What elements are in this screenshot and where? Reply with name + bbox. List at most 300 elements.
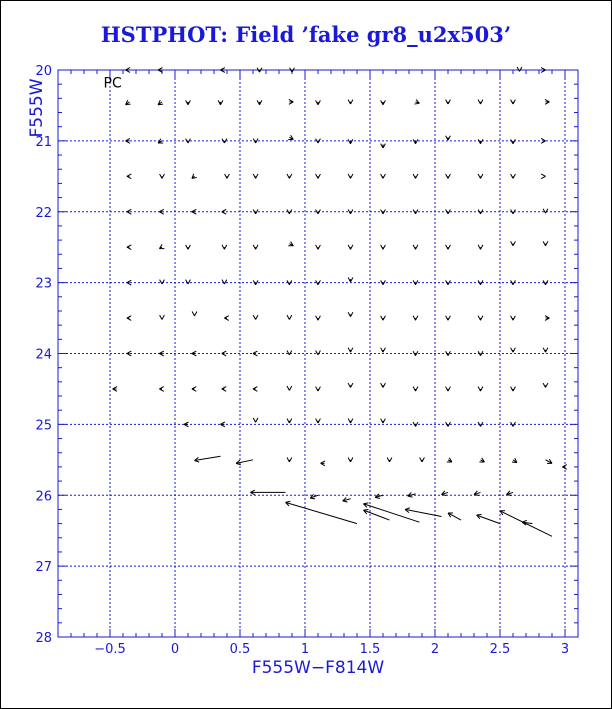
vector bbox=[478, 139, 483, 143]
vector-head bbox=[478, 245, 480, 249]
x-tick-label: 1 bbox=[300, 642, 310, 657]
x-tick-label: 0.5 bbox=[229, 642, 251, 657]
vector bbox=[511, 280, 516, 284]
vector-head bbox=[351, 383, 353, 387]
vector-head bbox=[253, 245, 255, 249]
vector bbox=[478, 209, 483, 213]
vector bbox=[364, 503, 420, 522]
vector bbox=[316, 419, 321, 423]
vector bbox=[348, 312, 353, 316]
vector bbox=[405, 508, 441, 517]
vector bbox=[478, 422, 483, 426]
vector bbox=[222, 387, 226, 392]
vector-head bbox=[413, 245, 415, 249]
vector bbox=[236, 460, 253, 465]
vector-head bbox=[511, 316, 513, 320]
vector bbox=[546, 459, 553, 463]
vector-head bbox=[348, 383, 350, 387]
vector-head bbox=[413, 174, 415, 178]
vector-head bbox=[351, 100, 353, 104]
vector bbox=[287, 209, 292, 213]
vector bbox=[348, 383, 353, 387]
vector-head bbox=[511, 387, 513, 391]
vector bbox=[446, 136, 451, 140]
y-tick-label: 21 bbox=[35, 134, 52, 150]
vector bbox=[381, 348, 386, 352]
vector-head bbox=[289, 386, 291, 390]
vector bbox=[446, 100, 451, 104]
vector bbox=[218, 100, 223, 104]
vector-head bbox=[316, 351, 318, 355]
vector bbox=[287, 351, 292, 355]
vector bbox=[127, 174, 131, 179]
x-axis-label: F555W−F814W bbox=[251, 658, 385, 678]
vector-field bbox=[113, 67, 567, 536]
vector-head bbox=[513, 100, 515, 104]
vector-head bbox=[448, 174, 450, 178]
vector-head bbox=[390, 458, 392, 462]
vector-head bbox=[162, 174, 164, 178]
vector-head bbox=[188, 280, 190, 284]
y-axis-label: F555W bbox=[27, 78, 47, 138]
vector-head bbox=[543, 241, 545, 245]
vector-head bbox=[256, 315, 258, 319]
vector bbox=[222, 245, 227, 249]
vector-head bbox=[381, 419, 383, 423]
vector-head bbox=[383, 419, 385, 423]
vector bbox=[287, 174, 292, 178]
vector bbox=[348, 348, 353, 352]
vector bbox=[541, 174, 545, 179]
vector-shaft bbox=[500, 511, 552, 537]
vector bbox=[221, 68, 225, 73]
vector bbox=[159, 387, 163, 392]
vector bbox=[375, 494, 383, 499]
vector bbox=[253, 174, 258, 178]
vector bbox=[348, 100, 353, 104]
vector-shaft bbox=[195, 456, 221, 460]
vector bbox=[316, 351, 321, 355]
vector bbox=[477, 514, 500, 523]
vector-head bbox=[448, 387, 450, 391]
vector-head bbox=[446, 100, 448, 104]
vector-head bbox=[348, 458, 350, 462]
vector-head bbox=[158, 104, 163, 105]
vector bbox=[348, 174, 353, 178]
vector-head bbox=[478, 100, 480, 104]
vector bbox=[126, 68, 130, 73]
vector-head bbox=[287, 458, 289, 462]
vector-head bbox=[160, 174, 162, 178]
vector bbox=[543, 280, 548, 284]
vector bbox=[446, 174, 451, 178]
vector-head bbox=[511, 174, 513, 178]
vector-head bbox=[481, 245, 483, 249]
vector bbox=[225, 174, 230, 178]
vector bbox=[511, 387, 516, 391]
vector-shaft bbox=[477, 515, 500, 524]
vector bbox=[511, 100, 516, 104]
vector bbox=[348, 139, 353, 143]
vector-head bbox=[227, 174, 229, 178]
vector bbox=[543, 241, 548, 245]
x-tick-label: 0 bbox=[170, 642, 180, 657]
vector bbox=[478, 100, 483, 104]
vector-head bbox=[186, 245, 188, 249]
vector bbox=[446, 387, 451, 391]
vector-head bbox=[381, 245, 383, 249]
vector bbox=[287, 315, 292, 319]
vector bbox=[511, 139, 516, 143]
vector-head bbox=[286, 501, 291, 502]
vector bbox=[512, 458, 517, 463]
vector-head bbox=[256, 174, 258, 178]
vector-head bbox=[383, 348, 385, 352]
vector bbox=[195, 456, 221, 462]
vector-head bbox=[381, 316, 383, 320]
vector bbox=[446, 245, 451, 249]
vector bbox=[348, 278, 353, 282]
vector-head bbox=[420, 458, 422, 462]
vector bbox=[413, 245, 418, 249]
vector-head bbox=[253, 315, 255, 319]
vector-head bbox=[351, 174, 353, 178]
vector bbox=[413, 139, 418, 143]
vector-head bbox=[481, 387, 483, 391]
vector-head bbox=[413, 316, 415, 320]
vector-head bbox=[192, 312, 194, 316]
vector bbox=[288, 135, 293, 139]
vector bbox=[316, 316, 321, 320]
vector-head bbox=[287, 315, 289, 319]
vector-head bbox=[162, 280, 164, 284]
vector-head bbox=[318, 387, 320, 391]
vector bbox=[413, 387, 418, 391]
vector bbox=[381, 316, 386, 320]
vector-head bbox=[256, 418, 258, 422]
vector bbox=[348, 245, 353, 249]
vector-shaft bbox=[286, 502, 358, 523]
vector bbox=[222, 351, 226, 356]
vector bbox=[222, 280, 227, 284]
vector-head bbox=[186, 280, 188, 284]
vector bbox=[184, 422, 188, 427]
vector bbox=[478, 245, 483, 249]
vector bbox=[348, 419, 353, 423]
vector-head bbox=[224, 245, 226, 249]
vector-head bbox=[511, 100, 513, 104]
x-tick-label: 2 bbox=[430, 642, 440, 657]
vector-head bbox=[222, 280, 224, 284]
vector-head bbox=[287, 174, 289, 178]
vector bbox=[253, 245, 258, 249]
vector bbox=[127, 245, 131, 250]
vector bbox=[257, 100, 262, 104]
vector-head bbox=[348, 174, 350, 178]
vector-head bbox=[256, 245, 258, 249]
vector-head bbox=[188, 245, 190, 249]
vector-head bbox=[375, 497, 380, 498]
vector-head bbox=[318, 316, 320, 320]
vector bbox=[507, 491, 514, 496]
vector-head bbox=[348, 348, 350, 352]
vector bbox=[448, 513, 461, 520]
vector bbox=[192, 174, 197, 179]
vector bbox=[387, 458, 392, 462]
vector bbox=[545, 99, 549, 104]
vector-head bbox=[383, 383, 385, 387]
vector-head bbox=[477, 514, 482, 515]
vector-head bbox=[381, 348, 383, 352]
vector bbox=[126, 100, 131, 105]
vector-head bbox=[481, 174, 483, 178]
vector-head bbox=[414, 103, 419, 104]
vector-head bbox=[446, 174, 448, 178]
vector-head bbox=[513, 316, 515, 320]
vector-head bbox=[511, 241, 513, 245]
x-tick-label: −0.5 bbox=[94, 642, 126, 657]
vector bbox=[113, 387, 117, 392]
vector bbox=[511, 174, 516, 178]
vector bbox=[562, 465, 566, 470]
vector-head bbox=[517, 67, 519, 71]
vector-head bbox=[160, 280, 162, 284]
vector bbox=[511, 241, 516, 245]
vector-head bbox=[446, 316, 448, 320]
vector-head bbox=[543, 383, 545, 387]
vector bbox=[478, 174, 483, 178]
vector-head bbox=[448, 316, 450, 320]
y-tick-label: 24 bbox=[35, 347, 52, 363]
vector bbox=[343, 497, 351, 502]
vector bbox=[446, 316, 451, 320]
vector bbox=[186, 280, 191, 284]
vector-head bbox=[383, 245, 385, 249]
vector bbox=[381, 144, 386, 148]
vector bbox=[160, 174, 165, 178]
vector bbox=[545, 316, 549, 321]
vector-head bbox=[513, 241, 515, 245]
vector-head bbox=[351, 348, 353, 352]
vector bbox=[381, 383, 386, 387]
vector bbox=[287, 280, 292, 284]
vector-head bbox=[478, 174, 480, 178]
y-tick-label: 25 bbox=[35, 418, 52, 434]
vector-head bbox=[543, 348, 545, 352]
vector-head bbox=[162, 315, 164, 319]
vector bbox=[287, 419, 292, 423]
vector-head bbox=[195, 312, 197, 316]
chart-title: HSTPHOT: Field ’fake gr8_u2x503’ bbox=[100, 22, 512, 47]
vector-head bbox=[318, 351, 320, 355]
vector-head bbox=[387, 458, 389, 462]
vector bbox=[250, 490, 285, 495]
vector bbox=[287, 386, 292, 390]
vector-head bbox=[351, 419, 353, 423]
vector bbox=[478, 316, 483, 320]
vector-head bbox=[446, 245, 448, 249]
vector-head bbox=[364, 509, 369, 510]
vector bbox=[224, 316, 228, 321]
vector bbox=[289, 99, 293, 104]
vector-head bbox=[522, 520, 527, 522]
vector bbox=[127, 316, 131, 321]
vector-head bbox=[253, 418, 255, 422]
vector bbox=[222, 209, 226, 214]
vector bbox=[478, 280, 483, 284]
vector-head bbox=[511, 348, 513, 352]
x-tick-labels bbox=[94, 642, 569, 657]
vector bbox=[288, 242, 293, 246]
vector-head bbox=[348, 312, 350, 316]
vector-head bbox=[416, 174, 418, 178]
vector-head bbox=[381, 383, 383, 387]
x-tick-label: 1.5 bbox=[359, 642, 381, 657]
y-tick-label: 26 bbox=[35, 489, 52, 505]
vector bbox=[221, 422, 225, 427]
vector bbox=[348, 458, 353, 462]
vector bbox=[316, 245, 321, 249]
vector-head bbox=[513, 174, 515, 178]
vector-head bbox=[448, 245, 450, 249]
vector-head bbox=[310, 498, 315, 499]
y-tick-label: 27 bbox=[35, 560, 52, 576]
vector bbox=[543, 209, 548, 213]
vector bbox=[381, 174, 386, 178]
vector-head bbox=[348, 100, 350, 104]
vector bbox=[381, 419, 386, 423]
vector-head bbox=[541, 174, 545, 176]
vector bbox=[447, 458, 452, 462]
vector bbox=[500, 511, 552, 537]
vector bbox=[381, 245, 386, 249]
vector bbox=[126, 138, 130, 143]
vector bbox=[420, 458, 425, 462]
vector-head bbox=[413, 387, 415, 391]
vector-head bbox=[289, 351, 291, 355]
vector-head bbox=[546, 348, 548, 352]
vector-head bbox=[318, 419, 320, 423]
vector-head bbox=[448, 100, 450, 104]
vector-head bbox=[543, 209, 545, 213]
vector bbox=[253, 387, 257, 392]
vector-head bbox=[316, 419, 318, 423]
vector-head bbox=[287, 351, 289, 355]
vector bbox=[511, 348, 516, 352]
vector bbox=[316, 387, 321, 391]
vector-head bbox=[408, 496, 413, 497]
vector-head bbox=[513, 348, 515, 352]
vector-head bbox=[541, 176, 545, 178]
vector bbox=[287, 458, 292, 462]
vector bbox=[381, 100, 386, 104]
vector bbox=[222, 139, 227, 143]
vector-head bbox=[348, 419, 350, 423]
vector bbox=[478, 387, 483, 391]
vector bbox=[192, 387, 196, 392]
vector-head bbox=[478, 316, 480, 320]
vector-head bbox=[343, 501, 348, 502]
vector-head bbox=[351, 458, 353, 462]
vector bbox=[253, 418, 258, 422]
vector-head bbox=[316, 245, 318, 249]
vector bbox=[511, 316, 516, 320]
x-tick-label: 2.5 bbox=[489, 642, 511, 657]
vector-head bbox=[348, 245, 350, 249]
vector-head bbox=[126, 104, 131, 105]
vector-head bbox=[160, 315, 162, 319]
vector-head bbox=[416, 316, 418, 320]
vector bbox=[186, 100, 191, 104]
vector-head bbox=[318, 245, 320, 249]
y-tick-label: 20 bbox=[35, 64, 52, 79]
vector-shaft bbox=[405, 509, 441, 516]
vector-head bbox=[513, 387, 515, 391]
vector-head bbox=[546, 383, 548, 387]
vector bbox=[543, 348, 548, 352]
vector bbox=[543, 383, 548, 387]
vector bbox=[479, 458, 484, 462]
vector-head bbox=[225, 174, 227, 178]
vector bbox=[253, 315, 258, 319]
vector-head bbox=[316, 316, 318, 320]
vector bbox=[286, 501, 358, 523]
vector-head bbox=[316, 387, 318, 391]
vector-head bbox=[481, 100, 483, 104]
vector-head bbox=[287, 386, 289, 390]
vector bbox=[158, 100, 163, 105]
vector bbox=[158, 68, 162, 73]
vector bbox=[413, 174, 418, 178]
vector bbox=[316, 100, 321, 104]
vector-head bbox=[289, 315, 291, 319]
vector bbox=[159, 244, 164, 248]
x-tick-label: 3 bbox=[560, 642, 570, 657]
vector bbox=[316, 174, 321, 178]
panel-label: PC bbox=[103, 75, 122, 92]
vector-head bbox=[316, 174, 318, 178]
vector-head bbox=[289, 458, 291, 462]
vector bbox=[478, 351, 483, 355]
vector bbox=[517, 67, 522, 71]
vector-head bbox=[364, 503, 369, 504]
vector-head bbox=[381, 174, 383, 178]
vector-head bbox=[287, 419, 289, 423]
vector bbox=[511, 209, 516, 213]
vector-head bbox=[253, 174, 255, 178]
vector bbox=[413, 316, 418, 320]
vector-head bbox=[222, 245, 224, 249]
vector-head bbox=[546, 241, 548, 245]
vector-head bbox=[481, 316, 483, 320]
vector-head bbox=[422, 458, 424, 462]
vector-head bbox=[383, 174, 385, 178]
vector-shaft bbox=[364, 510, 390, 520]
vector bbox=[414, 100, 419, 105]
vector-head bbox=[478, 387, 480, 391]
vector-head bbox=[416, 387, 418, 391]
vector bbox=[253, 351, 257, 356]
vector-head bbox=[318, 174, 320, 178]
vector bbox=[321, 461, 325, 466]
y-tick-labels bbox=[35, 64, 52, 646]
vector-head bbox=[289, 174, 291, 178]
vector-head bbox=[224, 280, 226, 284]
vector-head bbox=[383, 316, 385, 320]
vector bbox=[160, 315, 165, 319]
vector-head bbox=[520, 67, 522, 71]
y-tick-label: 28 bbox=[35, 631, 52, 646]
